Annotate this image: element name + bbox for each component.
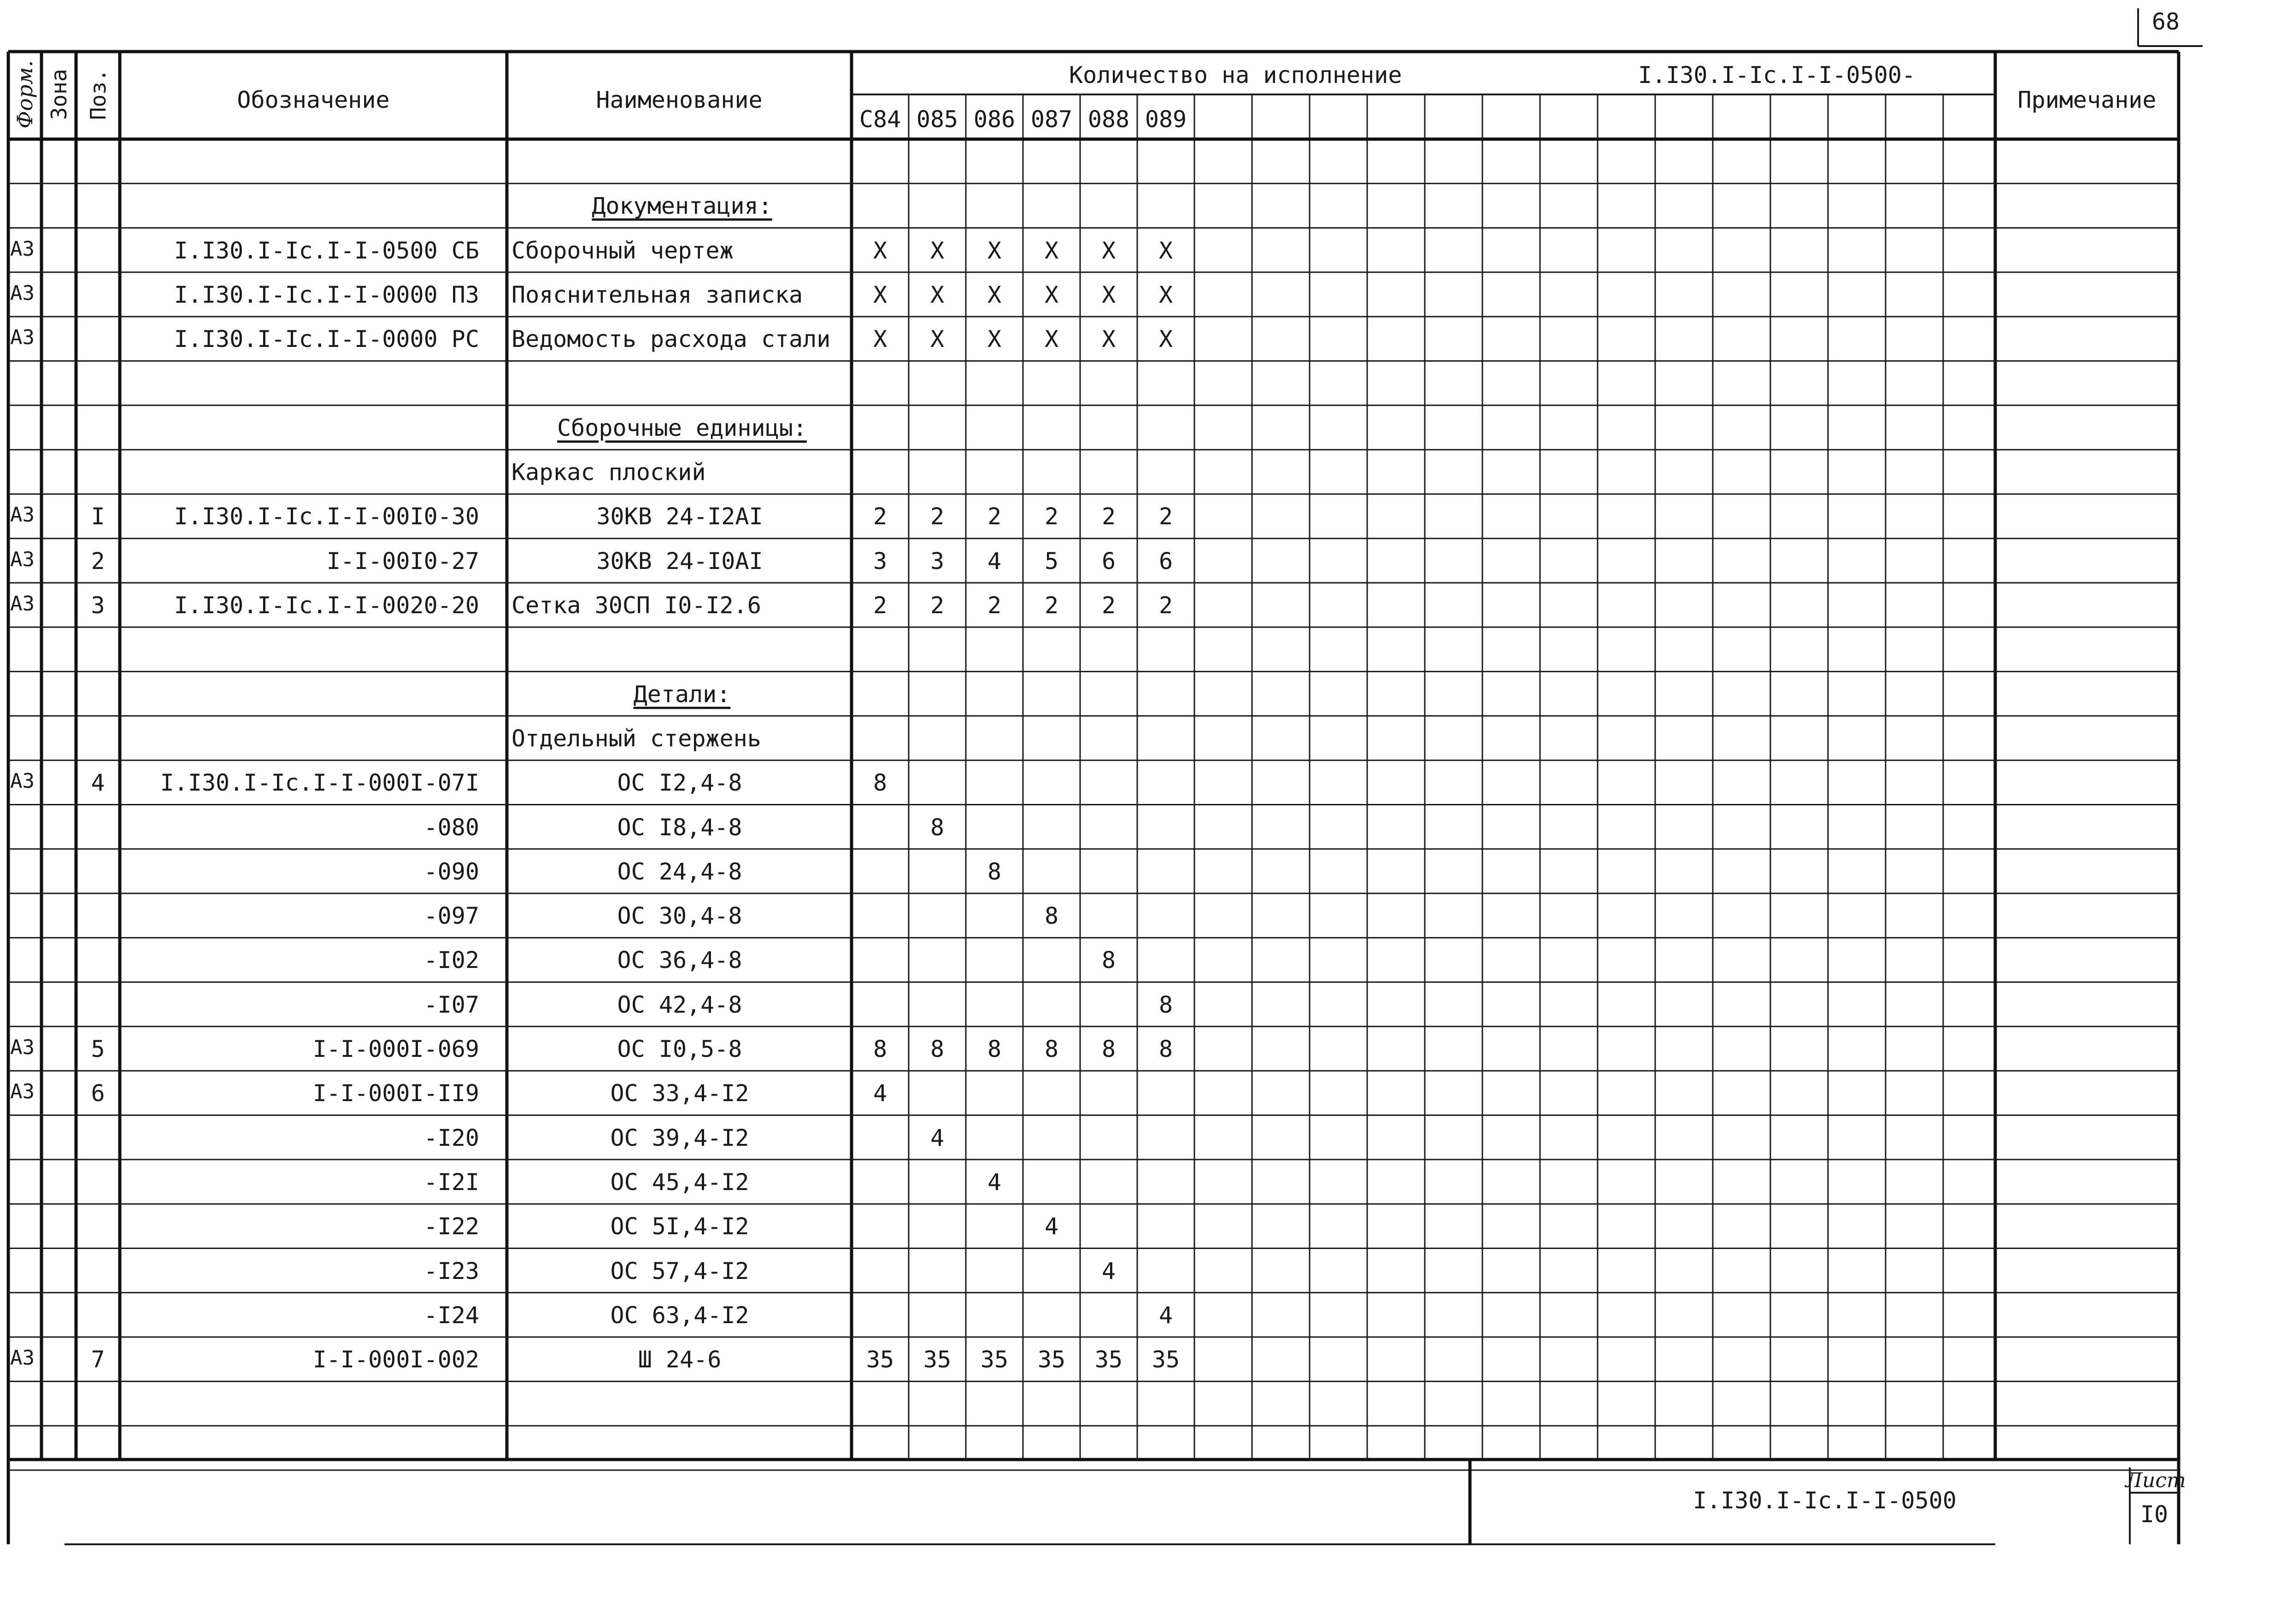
row-quantity: 6 [1101, 547, 1116, 575]
row-quantity: 8 [1158, 991, 1173, 1018]
row-format: АЗ [10, 1080, 35, 1104]
row-quantity: 2 [873, 592, 887, 619]
row-quantity: 2 [873, 503, 887, 530]
row-quantity: X [1044, 326, 1059, 353]
row-designation: I-I-000I-002 [312, 1346, 479, 1373]
header-quantity: Количество на исполнение [1069, 62, 1402, 88]
sheet-label: Лист [2125, 1469, 2186, 1492]
header-variant: 089 [1145, 106, 1187, 133]
row-designation: I.I30.I-Ic.I-I-0500 СБ [174, 237, 479, 264]
row-name: ОС 42,4-8 [617, 991, 742, 1018]
header-designation: Обозначение [237, 87, 390, 113]
row-format: АЗ [10, 281, 35, 305]
row-designation: I.I30.I-Ic.I-I-0000 PC [174, 326, 479, 353]
row-format: АЗ [10, 503, 35, 527]
row-designation: -I20 [423, 1124, 479, 1151]
row-quantity: 4 [987, 547, 1002, 575]
row-quantity: X [873, 326, 887, 353]
row-name: Ведомость расхода стали [511, 326, 831, 353]
row-name: Сетка 30СП I0-I2.6 [511, 592, 761, 619]
header-zone: Зона [46, 69, 71, 120]
header-variant: 087 [1030, 106, 1073, 133]
header-variant: 086 [973, 106, 1016, 133]
row-quantity: 3 [930, 547, 945, 575]
row-designation: I.I30.I-Ic.I-I-0020-20 [174, 592, 479, 619]
row-quantity: 4 [930, 1124, 945, 1151]
row-quantity: X [930, 237, 945, 264]
row-quantity: 35 [866, 1346, 894, 1373]
row-position: 6 [91, 1080, 105, 1107]
header-variant: 085 [916, 106, 958, 133]
row-quantity: X [1158, 237, 1173, 264]
row-name: ОС 33,4-I2 [610, 1080, 749, 1107]
row-position: 5 [91, 1036, 105, 1062]
row-quantity: 35 [1037, 1346, 1066, 1373]
row-designation: I-I-00I0-27 [326, 547, 479, 575]
row-quantity: 8 [930, 814, 945, 841]
header-base-code: I.I30.I-Ic.I-I-0500- [1638, 62, 1916, 88]
row-name: ОС 57,4-I2 [610, 1257, 749, 1284]
row-quantity: 2 [987, 503, 1002, 530]
row-name: Отдельный стержень [511, 725, 761, 752]
row-quantity: 2 [1101, 592, 1116, 619]
row-quantity: 2 [1158, 503, 1173, 530]
row-position: 7 [91, 1346, 105, 1373]
row-quantity: 8 [930, 1036, 945, 1062]
row-name: ОС 24,4-8 [617, 858, 742, 885]
row-designation: I.I30.I-Ic.I-I-00I0-30 [174, 503, 479, 530]
row-quantity: X [873, 237, 887, 264]
row-name: Сборочный чертеж [511, 237, 734, 264]
row-format: АЗ [10, 592, 35, 616]
row-name: ОС 63,4-I2 [610, 1302, 749, 1329]
row-quantity: 35 [980, 1346, 1009, 1373]
row-quantity: 5 [1044, 547, 1059, 575]
row-quantity: 4 [1044, 1213, 1059, 1240]
row-quantity: 2 [987, 592, 1002, 619]
row-format: АЗ [10, 326, 35, 350]
row-quantity: X [930, 281, 945, 308]
row-quantity: X [873, 281, 887, 308]
row-designation: -097 [423, 903, 479, 930]
page-number: 68 [2151, 8, 2180, 35]
row-quantity: 2 [1101, 503, 1116, 530]
row-format: АЗ [10, 1346, 35, 1370]
row-quantity: 2 [1044, 592, 1059, 619]
row-designation: -I07 [423, 991, 479, 1018]
row-quantity: 35 [1152, 1346, 1180, 1373]
row-format: АЗ [10, 769, 35, 793]
row-quantity: X [1044, 237, 1059, 264]
row-name: Сборочные единицы: [557, 414, 807, 441]
row-name: Пояснительная записка [511, 281, 803, 308]
row-quantity: X [1158, 281, 1173, 308]
row-designation: -I22 [423, 1213, 479, 1240]
row-name: ОС 39,4-I2 [610, 1124, 749, 1151]
row-position: I [91, 503, 105, 530]
row-name: ОС 45,4-I2 [610, 1168, 749, 1196]
row-quantity: X [1044, 281, 1059, 308]
row-designation: I-I-000I-069 [312, 1036, 479, 1062]
row-quantity: 4 [1101, 1257, 1116, 1284]
row-name: Каркас плоский [511, 459, 706, 486]
row-quantity: 8 [1101, 947, 1116, 974]
row-quantity: 2 [930, 503, 945, 530]
row-quantity: 8 [1158, 1036, 1173, 1062]
row-format: АЗ [10, 547, 35, 571]
row-quantity: X [987, 237, 1002, 264]
header-name: Наименование [596, 87, 763, 113]
row-name: ОС I0,5-8 [617, 1036, 742, 1062]
row-designation: -I02 [423, 947, 479, 974]
row-quantity: 8 [1101, 1036, 1116, 1062]
row-name: 30КВ 24-I0AI [596, 547, 763, 575]
row-name: ОС 5I,4-I2 [610, 1213, 749, 1240]
row-quantity: 4 [987, 1168, 1002, 1196]
row-quantity: 8 [873, 769, 887, 797]
row-name: Документация: [592, 193, 772, 220]
row-quantity: 2 [1044, 503, 1059, 530]
row-designation: -I2I [423, 1168, 479, 1196]
row-designation: -I23 [423, 1257, 479, 1284]
row-quantity: X [987, 326, 1002, 353]
row-quantity: 8 [1044, 1036, 1059, 1062]
row-name: Ш 24-6 [638, 1346, 722, 1373]
row-position: 4 [91, 769, 105, 797]
row-quantity: 2 [1158, 592, 1173, 619]
row-quantity: 8 [1044, 903, 1059, 930]
header-variant: C84 [859, 106, 901, 133]
row-name: ОС I8,4-8 [617, 814, 742, 841]
row-quantity: X [1101, 281, 1116, 308]
row-quantity: 6 [1158, 547, 1173, 575]
row-designation: I.I30.I-Ic.I-I-000I-07I [160, 769, 479, 797]
document-code: I.I30.I-Ic.I-I-0500 [1693, 1487, 1957, 1514]
row-quantity: 3 [873, 547, 887, 575]
row-name: Детали: [633, 680, 731, 708]
header-format: Форм. [12, 60, 37, 129]
row-quantity: 35 [923, 1346, 952, 1373]
row-designation: I-I-000I-II9 [312, 1080, 479, 1107]
row-position: 2 [91, 547, 105, 575]
row-format: АЗ [10, 237, 35, 261]
row-name: ОС 36,4-8 [617, 947, 742, 974]
row-position: 3 [91, 592, 105, 619]
row-format: АЗ [10, 1036, 35, 1059]
row-name: 30КВ 24-I2AI [596, 503, 763, 530]
header-variant: 088 [1087, 106, 1130, 133]
header-note: Примечание [2017, 87, 2157, 113]
sheet-value: I0 [2140, 1501, 2169, 1528]
row-designation: -I24 [423, 1302, 479, 1329]
row-designation: -080 [423, 814, 479, 841]
row-designation: I.I30.I-Ic.I-I-0000 ПЗ [174, 281, 479, 308]
row-name: ОС 30,4-8 [617, 903, 742, 930]
row-quantity: 8 [987, 1036, 1002, 1062]
row-quantity: 4 [873, 1080, 887, 1107]
row-quantity: 8 [873, 1036, 887, 1062]
row-quantity: X [1158, 326, 1173, 353]
row-name: ОС I2,4-8 [617, 769, 742, 797]
row-quantity: 8 [987, 858, 1002, 885]
row-quantity: X [1101, 326, 1116, 353]
row-quantity: X [1101, 237, 1116, 264]
row-quantity: X [930, 326, 945, 353]
row-quantity: 35 [1094, 1346, 1123, 1373]
row-quantity: 4 [1158, 1302, 1173, 1329]
row-quantity: 2 [930, 592, 945, 619]
row-quantity: X [987, 281, 1002, 308]
row-designation: -090 [423, 858, 479, 885]
header-position: Поз. [85, 69, 111, 120]
